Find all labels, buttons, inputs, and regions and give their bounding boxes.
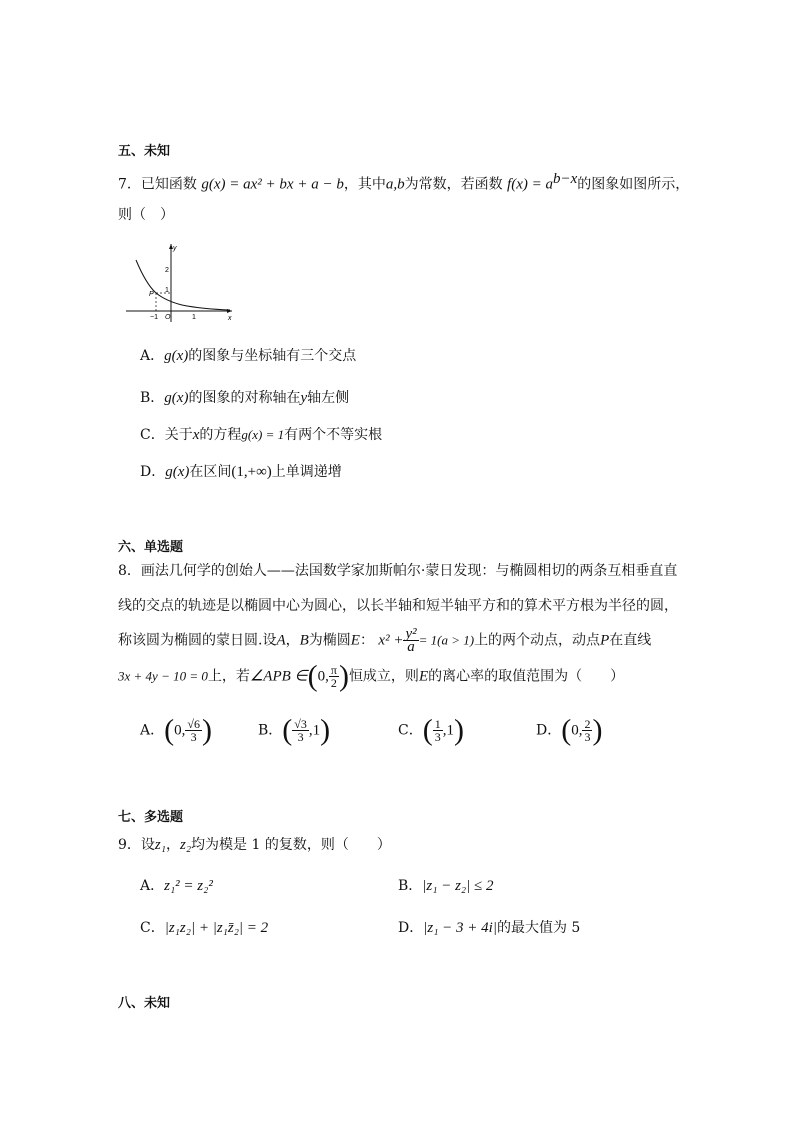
fraction-numerator: 1 — [434, 717, 441, 731]
stem-text: 的离心率的取值范围为（ ） — [428, 668, 625, 685]
stem-text: 为椭圆 — [308, 632, 351, 649]
paren-left: ( — [282, 713, 293, 747]
option-math: g(x) = 1 — [241, 427, 285, 442]
section-5-title: 五、未知 — [118, 144, 171, 159]
stem-text: 在直线 — [609, 632, 652, 649]
function-graph — [122, 240, 236, 324]
stem-text: 画法几何学的创始人——法国数学家加斯帕尔·蒙日发现：与椭圆相切的两条互相垂直直 — [140, 563, 678, 579]
q7-option-b[interactable] — [140, 388, 349, 408]
option-letter: B． — [140, 390, 165, 406]
option-text: 的方程 — [199, 427, 242, 443]
question-number: 7． — [118, 176, 141, 193]
q7-option-d[interactable] — [140, 462, 342, 482]
question-8-line1 — [118, 561, 677, 581]
section-7-title: 七、多选题 — [118, 810, 184, 825]
option-letter: A． — [140, 722, 165, 739]
exponential-curve — [136, 260, 230, 310]
question-8-line3 — [118, 628, 651, 653]
tick-y1: 1 — [165, 287, 169, 294]
section-6-title: 六、单选题 — [118, 540, 184, 555]
q8-option-a[interactable] — [140, 713, 212, 747]
stem-text: 的图象如图所示， — [577, 176, 690, 193]
stem-text: 设 — [140, 837, 155, 853]
question-9-stem — [118, 835, 391, 855]
z2-symbol: z₂ — [179, 837, 192, 853]
q9-option-c[interactable] — [140, 918, 268, 938]
fraction-numerator: y² — [405, 626, 417, 642]
option-letter: D． — [140, 464, 166, 480]
angle-condition: ∠APB ∈ — [249, 668, 308, 685]
stem-text: ， — [285, 632, 300, 649]
ellipse-condition: = 1(a > 1) — [418, 632, 475, 648]
y-axis-label: y — [173, 245, 177, 252]
origin-label: O — [165, 314, 171, 321]
question-7-stem — [118, 169, 689, 195]
stem-text: 称该圆为椭圆的蒙日圆.设 — [118, 632, 277, 649]
ellipse-e: E — [418, 668, 429, 685]
line-equation: 3x + 4y − 10 = 0 — [118, 668, 208, 684]
constants-ab: a,b — [385, 176, 405, 193]
fraction-numerator: √6 — [187, 717, 200, 731]
option-text: 的图象的对称轴在 — [188, 390, 301, 406]
option-math: |z₁ − z₂| ≤ 2 — [422, 878, 494, 894]
option-math: y — [300, 390, 308, 406]
fraction-denominator: 3 — [434, 730, 441, 744]
tick-y2: 2 — [165, 267, 169, 274]
option-text: 轴左侧 — [307, 390, 350, 406]
fraction-numerator: π — [330, 663, 337, 677]
option-letter: C． — [140, 427, 165, 443]
tick-x1: 1 — [192, 314, 196, 321]
question-8-line4 — [118, 659, 625, 693]
option-letter: A． — [140, 348, 165, 364]
stem-text: 上的两个动点，动点 — [474, 632, 601, 649]
stem-text: ，其中 — [343, 176, 386, 193]
option-text: 关于 — [164, 427, 193, 443]
interval-part: ,1 — [442, 722, 454, 739]
stem-text: ： — [359, 632, 374, 649]
stem-text: 恒成立，则 — [348, 668, 419, 685]
interval-part: 0, — [571, 722, 583, 739]
question-number: 8． — [118, 563, 141, 579]
fraction-denominator: 2 — [330, 676, 337, 690]
paren-right: ) — [453, 713, 464, 747]
x-axis-label: x — [228, 315, 232, 322]
point-p-label: P — [149, 291, 154, 298]
q9-option-b[interactable] — [398, 876, 494, 896]
stem-text: 为常数，若函数 — [404, 176, 503, 193]
option-text: 的图象与坐标轴有三个交点 — [188, 348, 357, 364]
tick-x-minus1: −1 — [150, 314, 158, 321]
z1-symbol: z₁ — [154, 837, 166, 853]
q7-option-a[interactable] — [140, 346, 356, 366]
point-p: P — [600, 632, 610, 649]
paren-left: ( — [307, 659, 318, 693]
option-fraction — [433, 718, 443, 743]
ellipse-x-term: x² + — [378, 632, 404, 649]
q9-option-d[interactable] — [398, 918, 580, 938]
option-text: 上单调递增 — [271, 464, 342, 480]
q9-option-a[interactable] — [140, 876, 213, 896]
paren-right: ) — [338, 659, 349, 693]
fraction-denominator: 3 — [297, 730, 304, 744]
interval-left: 0, — [317, 668, 329, 685]
paren-right: ) — [201, 713, 212, 747]
option-fraction — [582, 718, 592, 743]
g-definition: g(x) = ax² + bx + a − b — [201, 176, 344, 193]
paren-right: ) — [320, 713, 331, 747]
q7-option-c[interactable] — [140, 425, 382, 445]
paren-left: ( — [561, 713, 572, 747]
fraction-denominator: 3 — [584, 730, 591, 744]
stem-text: 上，若 — [207, 668, 250, 685]
option-fraction — [185, 718, 202, 743]
point-b: B — [299, 632, 309, 649]
question-7-stem-line2: 则（ ） — [118, 207, 174, 223]
option-math: x — [192, 427, 200, 443]
f-definition: f(x) = a — [507, 176, 553, 193]
stem-text: 均为模是 1 的复数，则（ ） — [191, 837, 391, 853]
q8-option-d[interactable] — [536, 713, 603, 747]
option-letter: C． — [398, 722, 423, 739]
option-math: g(x) — [164, 390, 189, 406]
option-math: z₁² = z₂² — [164, 878, 213, 894]
option-math: |z₁z₂| + |z₁z̄₂| = 2 — [164, 920, 269, 936]
paren-left: ( — [422, 713, 433, 747]
option-fraction — [292, 718, 309, 743]
ellipse-e: E — [350, 632, 360, 649]
interval-part: 0, — [174, 722, 186, 739]
interval-part: ,1 — [308, 722, 321, 739]
option-math: |z₁ − 3 + 4i| — [423, 920, 497, 936]
paren-left: ( — [164, 713, 175, 747]
option-letter: D． — [536, 722, 562, 739]
question-number: 9． — [118, 837, 141, 853]
option-text: 的最大值为 5 — [496, 920, 581, 936]
option-letter: B． — [398, 878, 423, 894]
f-exponent: b−x — [552, 171, 578, 187]
option-math: g(x) — [164, 348, 189, 364]
pi-half-fraction — [329, 664, 339, 689]
stem-text: 已知函数 — [140, 176, 197, 193]
option-math: g(x) — [165, 464, 190, 480]
fraction-numerator: √3 — [294, 717, 307, 731]
q8-option-b[interactable] — [258, 713, 331, 747]
stem-text: ， — [165, 837, 180, 853]
question-8-line2: 线的交点的轨迹是以椭圆中心为圆心，以长半轴和短半轴平方和的算术平方根为半径的圆， — [118, 598, 678, 614]
option-text: 有两个不等实根 — [284, 427, 383, 443]
option-letter: B． — [258, 722, 283, 739]
section-8-title: 八、未知 — [118, 996, 171, 1011]
fraction-numerator: 2 — [584, 717, 591, 731]
option-letter: C． — [140, 920, 165, 936]
ellipse-fraction — [403, 628, 418, 653]
fraction-denominator: a — [407, 639, 415, 655]
option-letter: D． — [398, 920, 424, 936]
paren-right: ) — [592, 713, 603, 747]
q8-option-c[interactable] — [398, 713, 464, 747]
option-letter: A． — [140, 878, 165, 894]
fraction-denominator: 3 — [190, 730, 197, 744]
option-text: 在区间 — [189, 464, 232, 480]
option-math: (1,+∞) — [231, 464, 272, 480]
point-a: A — [276, 632, 286, 649]
